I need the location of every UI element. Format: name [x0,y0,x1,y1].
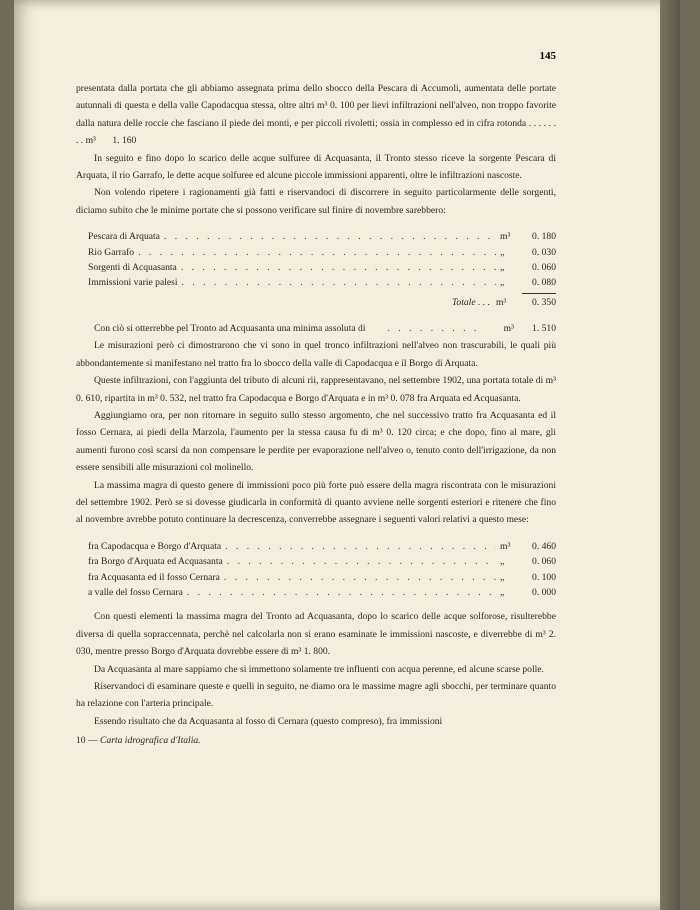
body-text [76,50,556,750]
paragraph-3: Non volendo ripetere i ragionamenti già fatti e riservandoci di discorrere in seguito particolarmente delle sorgenti, diciamo subito che le minime portate che si possono verificare sul finire di novembre sarebbero: [76,187,556,216]
paragraph-7: Aggiungiamo ora, per non ritornare in seguito sullo stesso argomento, che nel successivo tratto fra Acquasanta ed il fosso Cernara, ai piedi della Marzola, l'aumento per la stessa causa fu di m³ 0. 120 circa; e che dopo, fino al mare, gli aumenti furono così scarsi da non compensare le perdite per evaporazione nell'alveo o, tenuto conto dell'irrigazione, da non essere sensibili alle misurazioni col molinello. [76,409,556,474]
paragraph-9: Con questi elementi la massima magra del Tronto ad Acquasanta, dopo lo scarico delle acque solforose, risulterebbe diversa di quella sopraccennata, perchè nel calcolarla non si erano esaminate le immissioni nascoste, e diverrebbe di m³ 2. 030, mentre presso Borgo d'Arquata dovrebbe essere di m³ 1. 800. [76,611,556,658]
footer-title: Carta idrografica d'Italia. [100,735,201,747]
table-row: Rio Garrafo . . . „ 0. 030 [88,245,556,260]
table-row: Immissioni varie palesi . . . „ 0. 080 [88,275,556,290]
paragraph-6: Queste infiltrazioni, con l'aggiunta del tributo di alcuni rii, rappresentavano, nel settembre 1902, una portata totale di m³ 0. 610, ripartita in m³ 0. 532, nel tratto fra Capodacqua e Borgo d'Arquata e in m³ 0. 078 fra Arquata ed Acquasanta. [76,375,556,404]
paragraph-5: Le misurazioni però ci dimostrarono che vi sono in quel tronco infiltrazioni nell'alveo non trascurabili, le quali più abbondantemente si manifestano nel tratto fra lo sbocco della valle di Capodacqua e il Borgo di Arquata. [76,340,556,369]
page-footer [76,732,556,749]
page-number: 145 [539,50,556,62]
table-row: Pescara di Arquata . . . m³ 0. 180 [88,229,556,244]
paragraph-12: Essendo risultato che da Acquasanta al fosso di Cernara (questo compreso), fra immissioni [94,715,443,727]
paragraph-2: In seguito e fino dopo lo scarico delle acque sulfuree di Acquasanta, il Tronto stesso riceve la sorgente Pescara di Arquata, il rio Garrafo, le dette acque solfuree ed alcune piccole immissioni apparenti, oltre le infiltrazioni nascoste. [76,152,556,182]
table-minimum-flows [88,229,556,312]
paragraph-10: Da Acquasanta al mare sappiamo che si immettono solamente tre influenti con acqua perenne, ed alcune scarse polle. [94,663,544,675]
footer-signature-number: 10 — [76,735,98,747]
table-november-values [88,539,556,601]
page-edge [660,0,680,910]
table-row: fra Acquasanta ed il fosso Cernara . . . „ 0. 100 [88,570,556,585]
paragraph-11: Riservandoci di esaminare queste e quelli in seguito, ne diamo ora le massime magre agli sbocchi, per terminare quanto ha relazione con l'arteria principale. [76,681,556,710]
paragraph-1-unit: m³ [85,135,96,147]
paragraph-1: presentata dalla portata che gli abbiamo assegnata prima dello sbocco della Pescara di Accumoli, aumentata delle portate autunnali di questa e della valle Capodacqua stessa, oltre altri m³ 0. 100 per lievi infiltrazioni nell'alveo, non troppo favorite dalla natura delle roccie che fasciano il piede dei monti, e per piccoli rivoletti; ossia in complesso ed in cifra rotonda . . . . . . . . m³ 1. 160 [76,83,556,147]
table-row: Sorgenti di Acquasanta . . . „ 0. 060 [88,260,556,275]
paragraph-8: La massima magra di questo genere di immissioni poco più forte può essere della magra riscontrata con le misurazioni del settembre 1902. Però se si dovesse giudicarla in conformità di quanto avviene nelle sorgenti esteriori e ritenere che fino al novembre avrebbe potuto continuare la decrescenza, converrebbe assegnare i seguenti valori relativi a questo mese: [76,479,556,526]
table-row: a valle del fosso Cernara . . . „ 0. 000 [88,585,556,600]
table-row: fra Borgo d'Arquata ed Acquasanta . . . „ 0. 060 [88,554,556,569]
paragraph-1-value: 1. 160 [112,135,137,147]
table-total-row: Totale . . . m³ 0. 350 [88,293,556,312]
paragraph-4: Con ciò si otterrebbe pel Tronto ad Acquasanta una minima assoluta di . . . m³ 1. 510 [76,320,556,337]
table-row: fra Capodacqua e Borgo d'Arquata . . . m³ 0. 460 [88,539,556,554]
